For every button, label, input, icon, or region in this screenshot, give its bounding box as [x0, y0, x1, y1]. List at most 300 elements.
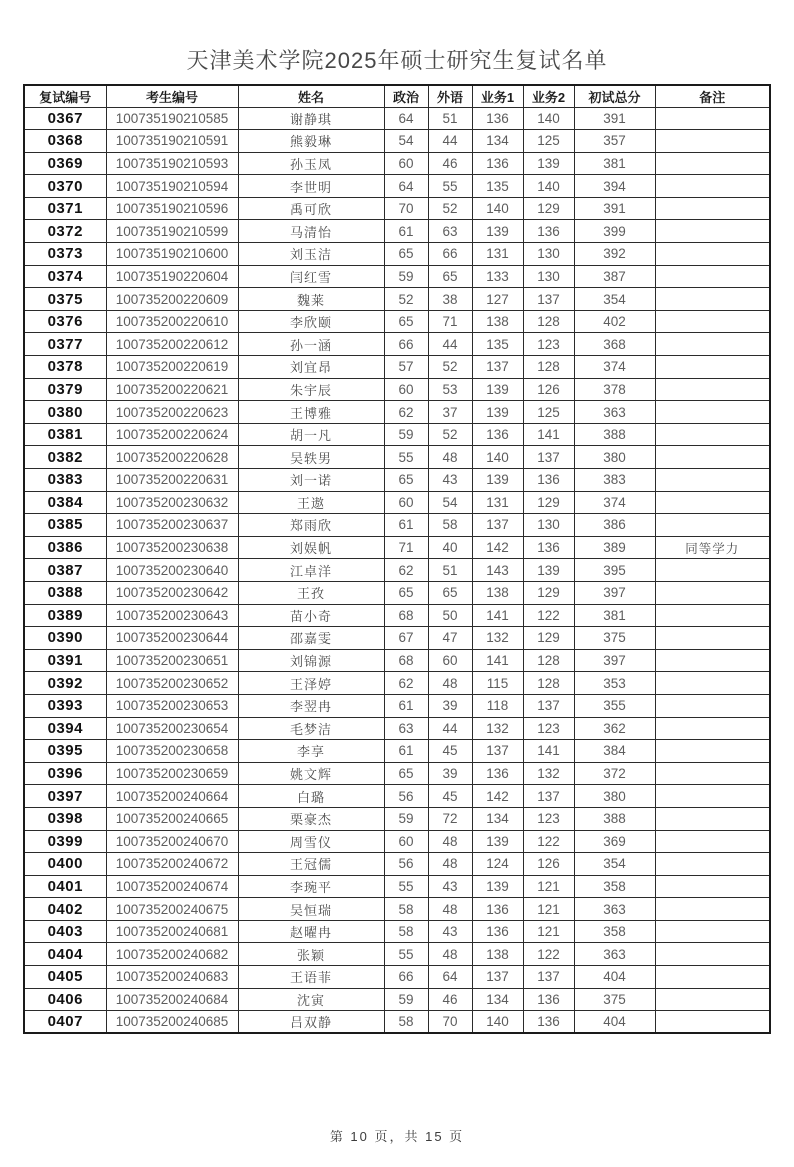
cell-politics: 60 [384, 491, 428, 514]
cell-review_no: 0391 [24, 649, 106, 672]
cell-major2: 132 [523, 762, 574, 785]
cell-review_no: 0367 [24, 107, 106, 130]
table-row [24, 446, 770, 469]
cell-politics: 65 [384, 469, 428, 492]
cell-remark [655, 491, 770, 514]
cell-remark [655, 672, 770, 695]
cell-major1: 136 [472, 920, 523, 943]
table-row [24, 762, 770, 785]
cell-major1: 115 [472, 672, 523, 695]
cell-total: 386 [574, 514, 655, 537]
cell-review_no: 0379 [24, 378, 106, 401]
cell-foreign: 43 [428, 920, 472, 943]
cell-name: 马清怡 [238, 220, 384, 243]
cell-politics: 59 [384, 265, 428, 288]
cell-candidate_no: 100735200220623 [106, 401, 238, 424]
cell-foreign: 51 [428, 107, 472, 130]
cell-candidate_no: 100735200240683 [106, 966, 238, 989]
table-row [24, 310, 770, 333]
cell-review_no: 0398 [24, 807, 106, 830]
cell-politics: 58 [384, 898, 428, 921]
cell-major1: 139 [472, 830, 523, 853]
cell-politics: 59 [384, 423, 428, 446]
cell-candidate_no: 100735200230640 [106, 559, 238, 582]
cell-major1: 140 [472, 446, 523, 469]
cell-name: 沈寅 [238, 988, 384, 1011]
cell-name: 赵曜冉 [238, 920, 384, 943]
column-header-politics: 政治 [384, 85, 428, 107]
cell-major2: 137 [523, 288, 574, 311]
cell-name: 毛梦洁 [238, 717, 384, 740]
cell-foreign: 52 [428, 197, 472, 220]
cell-foreign: 65 [428, 581, 472, 604]
cell-candidate_no: 100735200240672 [106, 853, 238, 876]
cell-major2: 123 [523, 717, 574, 740]
cell-total: 375 [574, 627, 655, 650]
cell-politics: 61 [384, 220, 428, 243]
cell-total: 395 [574, 559, 655, 582]
cell-major1: 138 [472, 310, 523, 333]
cell-politics: 58 [384, 920, 428, 943]
cell-remark [655, 740, 770, 763]
cell-review_no: 0390 [24, 627, 106, 650]
cell-politics: 52 [384, 288, 428, 311]
cell-total: 392 [574, 243, 655, 266]
cell-remark [655, 898, 770, 921]
cell-foreign: 40 [428, 536, 472, 559]
cell-review_no: 0389 [24, 604, 106, 627]
table-row [24, 988, 770, 1011]
cell-major2: 130 [523, 243, 574, 266]
cell-politics: 64 [384, 107, 428, 130]
cell-foreign: 48 [428, 830, 472, 853]
cell-name: 刘玉洁 [238, 243, 384, 266]
cell-remark [655, 107, 770, 130]
cell-foreign: 48 [428, 446, 472, 469]
table-row [24, 288, 770, 311]
cell-foreign: 48 [428, 898, 472, 921]
cell-major2: 129 [523, 627, 574, 650]
cell-major2: 129 [523, 491, 574, 514]
document-page [0, 44, 794, 1167]
cell-foreign: 53 [428, 378, 472, 401]
cell-foreign: 39 [428, 694, 472, 717]
cell-name: 姚文辉 [238, 762, 384, 785]
cell-review_no: 0394 [24, 717, 106, 740]
cell-candidate_no: 100735190210600 [106, 243, 238, 266]
column-header-candidate_no: 考生编号 [106, 85, 238, 107]
table-row [24, 356, 770, 379]
cell-review_no: 0406 [24, 988, 106, 1011]
cell-candidate_no: 100735200230632 [106, 491, 238, 514]
cell-foreign: 44 [428, 717, 472, 740]
cell-major1: 141 [472, 649, 523, 672]
cell-major1: 132 [472, 627, 523, 650]
cell-major1: 134 [472, 807, 523, 830]
column-header-total: 初试总分 [574, 85, 655, 107]
cell-remark [655, 966, 770, 989]
cell-total: 381 [574, 604, 655, 627]
cell-politics: 68 [384, 649, 428, 672]
table-row [24, 672, 770, 695]
cell-total: 380 [574, 446, 655, 469]
table-row [24, 966, 770, 989]
cell-major2: 136 [523, 988, 574, 1011]
cell-remark [655, 130, 770, 153]
cell-major1: 136 [472, 423, 523, 446]
table-row [24, 830, 770, 853]
cell-review_no: 0387 [24, 559, 106, 582]
cell-major2: 128 [523, 649, 574, 672]
cell-foreign: 58 [428, 514, 472, 537]
cell-name: 李翌冉 [238, 694, 384, 717]
cell-major1: 136 [472, 107, 523, 130]
cell-major2: 137 [523, 446, 574, 469]
cell-candidate_no: 100735200230651 [106, 649, 238, 672]
cell-major1: 124 [472, 853, 523, 876]
cell-major1: 134 [472, 988, 523, 1011]
cell-foreign: 45 [428, 785, 472, 808]
table-row [24, 175, 770, 198]
cell-name: 李欣颐 [238, 310, 384, 333]
cell-name: 吴轶男 [238, 446, 384, 469]
cell-name: 吕双静 [238, 1011, 384, 1034]
cell-total: 363 [574, 898, 655, 921]
cell-major1: 139 [472, 378, 523, 401]
table-row [24, 536, 770, 559]
cell-foreign: 45 [428, 740, 472, 763]
cell-politics: 60 [384, 152, 428, 175]
cell-candidate_no: 100735190210585 [106, 107, 238, 130]
cell-name: 王泽婷 [238, 672, 384, 695]
cell-candidate_no: 100735190210591 [106, 130, 238, 153]
table-row [24, 378, 770, 401]
cell-remark [655, 288, 770, 311]
cell-major2: 130 [523, 514, 574, 537]
cell-major2: 125 [523, 401, 574, 424]
cell-candidate_no: 100735200230659 [106, 762, 238, 785]
table-row [24, 604, 770, 627]
cell-foreign: 72 [428, 807, 472, 830]
cell-name: 苗小奇 [238, 604, 384, 627]
cell-major1: 136 [472, 762, 523, 785]
cell-remark [655, 920, 770, 943]
cell-review_no: 0407 [24, 1011, 106, 1034]
cell-major2: 121 [523, 920, 574, 943]
cell-foreign: 66 [428, 243, 472, 266]
cell-total: 372 [574, 762, 655, 785]
cell-review_no: 0381 [24, 423, 106, 446]
cell-major2: 128 [523, 356, 574, 379]
table-row [24, 401, 770, 424]
cell-foreign: 48 [428, 853, 472, 876]
cell-major2: 129 [523, 197, 574, 220]
table-row [24, 627, 770, 650]
cell-foreign: 47 [428, 627, 472, 650]
cell-review_no: 0368 [24, 130, 106, 153]
cell-foreign: 50 [428, 604, 472, 627]
cell-candidate_no: 100735190210599 [106, 220, 238, 243]
cell-major2: 136 [523, 220, 574, 243]
cell-politics: 68 [384, 604, 428, 627]
cell-name: 王遨 [238, 491, 384, 514]
cell-politics: 62 [384, 559, 428, 582]
page-footer: 第 10 页，共 15 页 [329, 1129, 465, 1144]
cell-total: 354 [574, 288, 655, 311]
cell-review_no: 0375 [24, 288, 106, 311]
cell-review_no: 0377 [24, 333, 106, 356]
cell-candidate_no: 100735200240664 [106, 785, 238, 808]
cell-review_no: 0400 [24, 853, 106, 876]
cell-name: 禹可欣 [238, 197, 384, 220]
cell-total: 397 [574, 581, 655, 604]
cell-politics: 65 [384, 762, 428, 785]
cell-major1: 142 [472, 536, 523, 559]
table-row [24, 920, 770, 943]
cell-politics: 61 [384, 740, 428, 763]
cell-politics: 65 [384, 581, 428, 604]
cell-candidate_no: 100735200240682 [106, 943, 238, 966]
cell-remark [655, 401, 770, 424]
table-row [24, 1011, 770, 1034]
table-row [24, 853, 770, 876]
cell-review_no: 0382 [24, 446, 106, 469]
cell-review_no: 0371 [24, 197, 106, 220]
cell-review_no: 0399 [24, 830, 106, 853]
cell-remark [655, 152, 770, 175]
cell-politics: 54 [384, 130, 428, 153]
cell-politics: 59 [384, 807, 428, 830]
table-row [24, 943, 770, 966]
cell-name: 刘锦源 [238, 649, 384, 672]
table-row [24, 152, 770, 175]
cell-name: 邵嘉雯 [238, 627, 384, 650]
cell-remark [655, 175, 770, 198]
cell-review_no: 0378 [24, 356, 106, 379]
cell-major2: 126 [523, 853, 574, 876]
cell-candidate_no: 100735190210596 [106, 197, 238, 220]
cell-total: 381 [574, 152, 655, 175]
cell-total: 389 [574, 536, 655, 559]
table-row [24, 649, 770, 672]
table-row [24, 491, 770, 514]
table-row [24, 785, 770, 808]
cell-foreign: 71 [428, 310, 472, 333]
cell-politics: 65 [384, 310, 428, 333]
cell-total: 380 [574, 785, 655, 808]
cell-major2: 122 [523, 943, 574, 966]
column-header-major2: 业务2 [523, 85, 574, 107]
cell-total: 388 [574, 807, 655, 830]
cell-major2: 123 [523, 807, 574, 830]
results-table [23, 84, 771, 1034]
cell-candidate_no: 100735200230643 [106, 604, 238, 627]
table-row [24, 898, 770, 921]
cell-total: 394 [574, 175, 655, 198]
cell-major2: 140 [523, 175, 574, 198]
cell-review_no: 0405 [24, 966, 106, 989]
cell-total: 404 [574, 1011, 655, 1034]
cell-candidate_no: 100735200220631 [106, 469, 238, 492]
cell-major1: 135 [472, 333, 523, 356]
cell-remark [655, 220, 770, 243]
cell-total: 384 [574, 740, 655, 763]
cell-politics: 66 [384, 966, 428, 989]
cell-candidate_no: 100735200240674 [106, 875, 238, 898]
cell-foreign: 48 [428, 672, 472, 695]
cell-remark [655, 197, 770, 220]
cell-major1: 134 [472, 130, 523, 153]
cell-total: 363 [574, 401, 655, 424]
cell-review_no: 0383 [24, 469, 106, 492]
cell-total: 387 [574, 265, 655, 288]
cell-major1: 132 [472, 717, 523, 740]
cell-total: 362 [574, 717, 655, 740]
cell-remark [655, 785, 770, 808]
cell-name: 王博雅 [238, 401, 384, 424]
cell-major1: 137 [472, 966, 523, 989]
cell-politics: 55 [384, 943, 428, 966]
cell-major2: 122 [523, 830, 574, 853]
cell-candidate_no: 100735200230644 [106, 627, 238, 650]
table-row [24, 130, 770, 153]
cell-name: 孙玉凤 [238, 152, 384, 175]
cell-remark [655, 988, 770, 1011]
cell-candidate_no: 100735200240670 [106, 830, 238, 853]
cell-candidate_no: 100735200220619 [106, 356, 238, 379]
cell-foreign: 60 [428, 649, 472, 672]
cell-total: 375 [574, 988, 655, 1011]
cell-review_no: 0392 [24, 672, 106, 695]
cell-major1: 137 [472, 514, 523, 537]
cell-major1: 142 [472, 785, 523, 808]
cell-foreign: 44 [428, 130, 472, 153]
cell-total: 357 [574, 130, 655, 153]
cell-major1: 136 [472, 898, 523, 921]
cell-politics: 55 [384, 875, 428, 898]
cell-total: 374 [574, 491, 655, 514]
cell-politics: 66 [384, 333, 428, 356]
cell-politics: 56 [384, 785, 428, 808]
cell-remark: 同等学力 [655, 536, 770, 559]
header-row [24, 85, 770, 107]
cell-name: 魏莱 [238, 288, 384, 311]
cell-candidate_no: 100735200230658 [106, 740, 238, 763]
cell-major2: 121 [523, 875, 574, 898]
cell-major1: 140 [472, 197, 523, 220]
cell-politics: 70 [384, 197, 428, 220]
table-row [24, 807, 770, 830]
cell-politics: 67 [384, 627, 428, 650]
cell-name: 江卓洋 [238, 559, 384, 582]
cell-candidate_no: 100735200240681 [106, 920, 238, 943]
cell-politics: 59 [384, 988, 428, 1011]
cell-foreign: 43 [428, 469, 472, 492]
cell-major2: 122 [523, 604, 574, 627]
cell-remark [655, 1011, 770, 1034]
cell-major2: 136 [523, 1011, 574, 1034]
cell-candidate_no: 100735200230652 [106, 672, 238, 695]
table-row [24, 220, 770, 243]
cell-foreign: 46 [428, 988, 472, 1011]
cell-candidate_no: 100735200230653 [106, 694, 238, 717]
cell-remark [655, 943, 770, 966]
cell-total: 388 [574, 423, 655, 446]
table-row [24, 423, 770, 446]
cell-politics: 64 [384, 175, 428, 198]
cell-major1: 131 [472, 491, 523, 514]
cell-remark [655, 694, 770, 717]
cell-review_no: 0401 [24, 875, 106, 898]
cell-review_no: 0395 [24, 740, 106, 763]
cell-major2: 130 [523, 265, 574, 288]
cell-foreign: 65 [428, 265, 472, 288]
cell-total: 404 [574, 966, 655, 989]
table-row [24, 514, 770, 537]
cell-major2: 125 [523, 130, 574, 153]
table-row [24, 694, 770, 717]
cell-remark [655, 243, 770, 266]
cell-major2: 128 [523, 310, 574, 333]
cell-candidate_no: 100735200220612 [106, 333, 238, 356]
cell-candidate_no: 100735190210593 [106, 152, 238, 175]
cell-name: 王语菲 [238, 966, 384, 989]
table-row [24, 333, 770, 356]
cell-candidate_no: 100735200220628 [106, 446, 238, 469]
cell-review_no: 0369 [24, 152, 106, 175]
cell-major1: 137 [472, 740, 523, 763]
cell-major1: 139 [472, 875, 523, 898]
cell-foreign: 55 [428, 175, 472, 198]
cell-major2: 121 [523, 898, 574, 921]
cell-total: 355 [574, 694, 655, 717]
cell-name: 吴恒瑞 [238, 898, 384, 921]
cell-foreign: 38 [428, 288, 472, 311]
cell-remark [655, 807, 770, 830]
cell-review_no: 0370 [24, 175, 106, 198]
cell-total: 369 [574, 830, 655, 853]
cell-total: 358 [574, 920, 655, 943]
cell-candidate_no: 100735200240675 [106, 898, 238, 921]
cell-remark [655, 356, 770, 379]
cell-remark [655, 514, 770, 537]
cell-major2: 137 [523, 785, 574, 808]
cell-candidate_no: 100735200230638 [106, 536, 238, 559]
cell-total: 368 [574, 333, 655, 356]
cell-politics: 61 [384, 694, 428, 717]
cell-name: 闫红雪 [238, 265, 384, 288]
cell-name: 孙一涵 [238, 333, 384, 356]
cell-review_no: 0402 [24, 898, 106, 921]
cell-candidate_no: 100735190210594 [106, 175, 238, 198]
cell-name: 周雪仪 [238, 830, 384, 853]
table-row [24, 717, 770, 740]
cell-name: 王冠儒 [238, 853, 384, 876]
cell-politics: 63 [384, 717, 428, 740]
cell-candidate_no: 100735200220624 [106, 423, 238, 446]
cell-total: 374 [574, 356, 655, 379]
cell-major2: 123 [523, 333, 574, 356]
cell-major1: 118 [472, 694, 523, 717]
cell-politics: 57 [384, 356, 428, 379]
cell-total: 399 [574, 220, 655, 243]
cell-name: 李世明 [238, 175, 384, 198]
cell-review_no: 0374 [24, 265, 106, 288]
cell-name: 李琬平 [238, 875, 384, 898]
cell-politics: 60 [384, 378, 428, 401]
cell-politics: 55 [384, 446, 428, 469]
cell-name: 谢静琪 [238, 107, 384, 130]
